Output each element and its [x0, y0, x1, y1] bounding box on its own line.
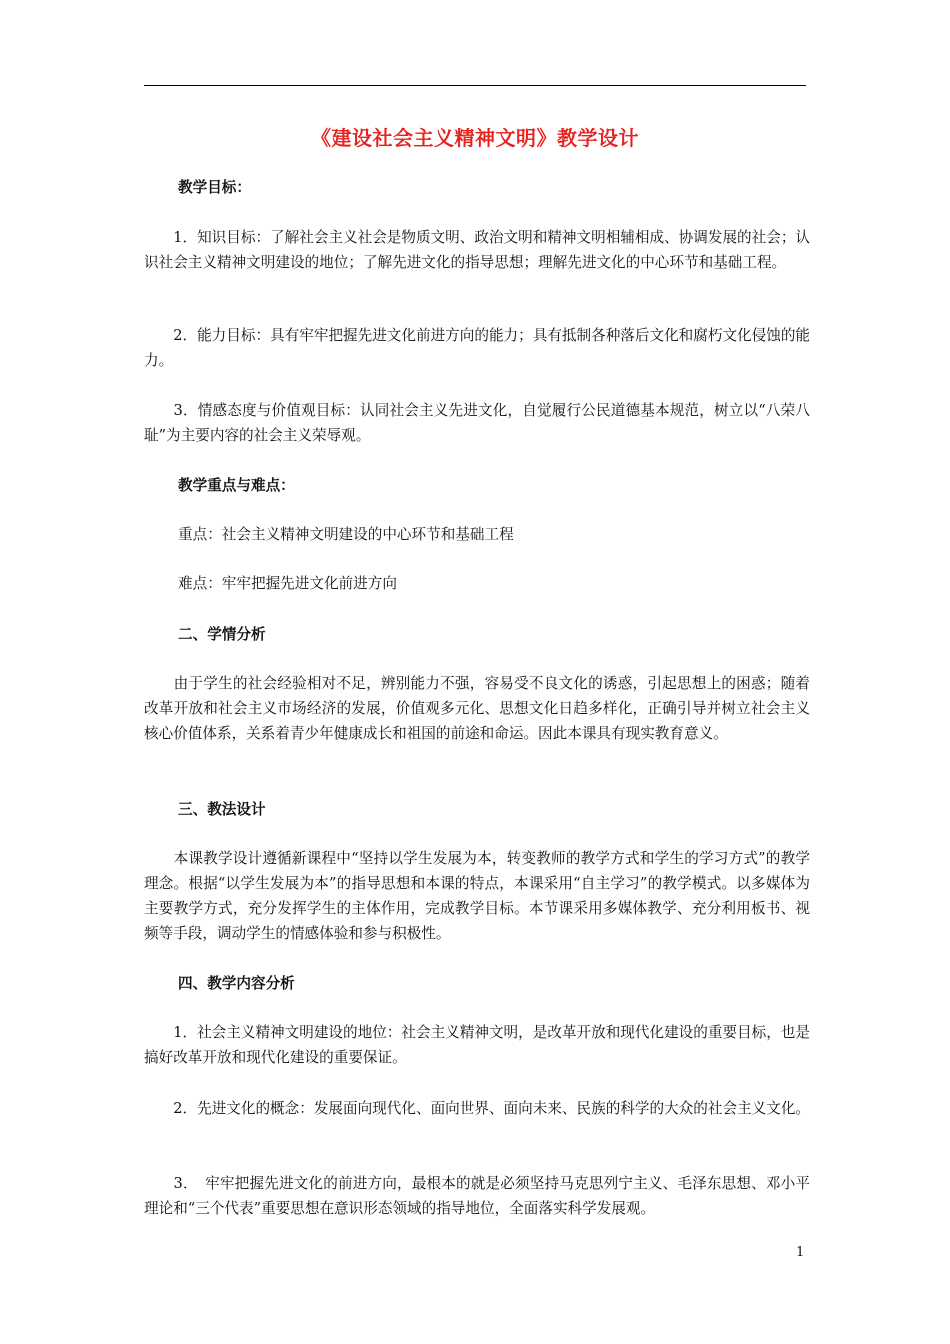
key-points-heading: 教学重点与难点：	[178, 477, 295, 494]
difficult-point: 难点：牢牢把握先进文化前进方向	[178, 575, 397, 592]
content-1-paragraph: 1．社会主义精神文明建设的地位：社会主义精神文明，是改革开放和现代化建设的重要目标，也是搞好改革开放和现代化建设的重要保证。	[144, 1024, 811, 1066]
content-2-paragraph: 2．先进文化的概念：发展面向现代化、面向世界、面向未来、民族的科学的大众的社会主义文化。	[144, 1100, 811, 1117]
content-heading: 四、教学内容分析	[178, 975, 295, 992]
header-rule	[144, 85, 806, 86]
analysis-heading: 二、学情分析	[178, 626, 266, 643]
page-number: 1	[796, 1245, 805, 1260]
method-heading: 三、教法设计	[178, 801, 266, 818]
goals-heading: 教学目标：	[178, 179, 251, 196]
goal-1-paragraph: 1．知识目标：了解社会主义社会是物质文明、政治文明和精神文明相辅相成、协调发展的社会；认识社会主义精神文明建设的地位；了解先进文化的指导思想；理解先进文化的中心环节和基础工程。	[144, 229, 811, 271]
analysis-paragraph: 由于学生的社会经验相对不足，辨别能力不强，容易受不良文化的诱惑，引起思想上的困惑；随着改革开放和社会主义市场经济的发展，价值观多元化、思想文化日趋多样化，正确引导并树立社会主义核心价值体系，关系着青少年健康成长和祖国的前途和命运。因此本课具有现实教育意义。	[144, 675, 810, 742]
method-paragraph: 本课教学设计遵循新课程中“坚持以学生发展为本，转变教师的教学方式和学生的学习方式”的教学理念。根据“以学生发展为本”的指导思想和本课的特点，本课采用“自主学习”的教学模式。以多媒体为主要教学方式，充分发挥学生的主体作用，完成教学目标。本节课采用多媒体教学、充分利用板书、视频等手段，调动学生的情感体验和参与积极性。	[144, 850, 810, 942]
goal-3-paragraph: 3．情感态度与价值观目标：认同社会主义先进文化，自觉履行公民道德基本规范，树立以“八荣八耻”为主要内容的社会主义荣辱观。	[144, 402, 810, 444]
goal-2-paragraph: 2．能力目标：具有牢牢把握先进文化前进方向的能力；具有抵制各种落后文化和腐朽文化侵蚀的能力。	[144, 327, 811, 369]
content-3-paragraph: 3． 牢牢把握先进文化的前进方向，最根本的就是必须坚持马克思列宁主义、毛泽东思想、邓小平理论和“三个代表”重要思想在意识形态领域的指导地位，全面落实科学发展观。	[144, 1175, 810, 1217]
key-point: 重点：社会主义精神文明建设的中心环节和基础工程	[178, 526, 514, 543]
document-title: 《建设社会主义精神文明》教学设计	[311, 126, 639, 150]
